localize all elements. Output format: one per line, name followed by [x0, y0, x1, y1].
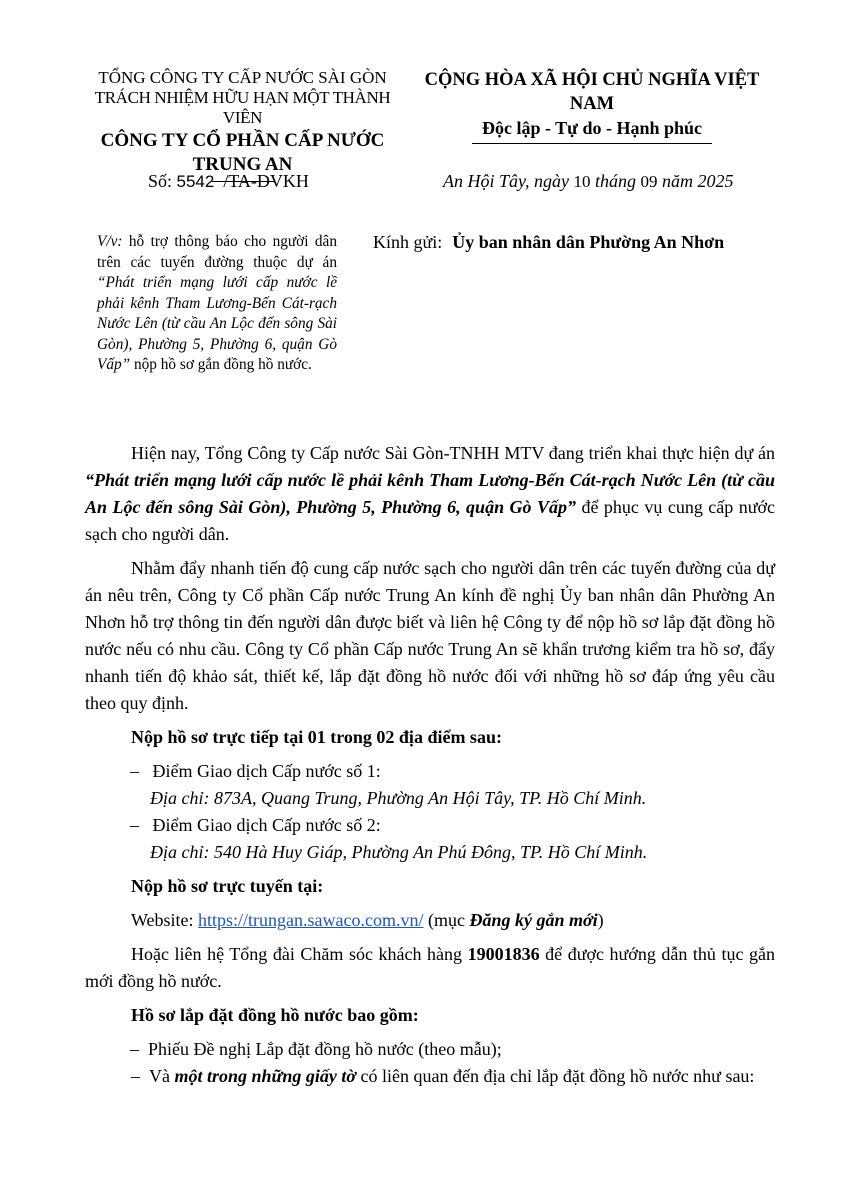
national-header: [405, 68, 779, 144]
heading-required-documents: Hồ sơ lắp đặt đồng hồ nước bao gồm:: [131, 1005, 419, 1025]
company-name-line2: TRUNG AN: [192, 154, 293, 175]
recipient-line: [373, 230, 724, 254]
list-item-doc-1: – Phiếu Đề nghị Lắp đặt đồng hồ nước (theo mẫu);: [130, 1039, 502, 1059]
website-note-close: ): [597, 910, 604, 930]
recipient-name: Ủy ban nhân dân Phường An Nhơn: [452, 232, 725, 252]
letter-body: [85, 440, 775, 1090]
location-2-name: Điểm Giao dịch Cấp nước số 2:: [152, 815, 381, 835]
intro-purpose: để phục vụ cung cấp nước sạch cho người dân.: [85, 497, 775, 544]
website-note-open: (mục: [428, 910, 465, 930]
paragraph-hotline: [85, 941, 775, 995]
doc-number-suffix: /TA-DVKH: [223, 171, 309, 191]
intro-text: Hiện nay, Tổng Công ty Cấp nước Sài Gòn-TNHH MTV đang triển khai thực hiện dự án: [131, 443, 775, 463]
location-2-address: Địa chỉ: 540 Hà Huy Giáp, Phường An Phú Đông, TP. Hồ Chí Minh.: [150, 842, 648, 862]
parent-company-type: TRÁCH NHIỆM HỮU HẠN MỘT THÀNH VIÊN: [94, 88, 391, 127]
date-month: 09: [640, 172, 658, 191]
date-place: An Hội Tây, ngày: [443, 171, 569, 191]
doc-number-prefix: Số:: [148, 171, 173, 191]
paragraph-intro: [85, 440, 775, 548]
issuer-block: [80, 68, 405, 182]
subject-block: [97, 232, 337, 376]
subject-text-1: hỗ trợ thông báo cho người dân trên các tuyến đường thuộc dự án: [97, 233, 337, 271]
website-link[interactable]: https://trungan.sawaco.com.vn/: [198, 910, 424, 930]
hotline-text: Hoặc liên hệ Tổng đài Chăm sóc khách hàng: [131, 944, 463, 964]
motto-underline: [472, 143, 712, 144]
date-day: 10: [573, 172, 591, 191]
subject-project: “Phát triển mạng lưới cấp nước lề phải kênh Tham Lương-Bến Cát-rạch Nước Lên (từ cầu An Lộc đến sông Sài Gòn), Phường 5, Phường 6, quận Gò Vấp”: [97, 274, 337, 373]
list-item-location-1: – Điểm Giao dịch Cấp nước số 1:: [130, 761, 381, 781]
hotline-number: 19001836: [467, 944, 540, 964]
list-item-doc-2: – Và một trong những giấy tờ có liên quan đến địa chỉ lắp đặt đồng hồ nước như sau:: [131, 1066, 755, 1086]
doc-2-text-a: Và: [149, 1066, 170, 1086]
location-1-address: Địa chỉ: 873A, Quang Trung, Phường An Hội Tây, TP. Hồ Chí Minh.: [150, 788, 647, 808]
doc-number-value: 5542: [176, 172, 215, 191]
website-line: [85, 907, 775, 934]
website-label: Website:: [131, 910, 194, 930]
document-date: [443, 169, 734, 194]
date-month-label: tháng: [595, 171, 637, 191]
country-name: CỘNG HÒA XÃ HỘI CHỦ NGHĨA VIỆT NAM: [424, 70, 760, 114]
doc-2-text-c: có liên quan đến địa chỉ lắp đặt đồng hồ nước như sau:: [360, 1066, 755, 1086]
paragraph-request: Nhằm đẩy nhanh tiến độ cung cấp nước sạch cho người dân trên các tuyến đường của dự án nêu trên, Công ty Cổ phần Cấp nước Trung An kính đề nghị Ủy ban nhân dân Phường An Nhơn hỗ trợ thông tin đến người dân được biết và liên hệ Công ty để nộp hồ sơ lắp đặt đồng hồ nước nếu có nhu cầu. Công ty Cổ phần Cấp nước Trung An sẽ khẩn trương kiểm tra hồ sơ, đẩy nhanh tiến độ khảo sát, thiết kế, lắp đặt đồng hồ nước đối với những hồ sơ đáp ứng yêu cầu theo quy định.: [85, 558, 775, 713]
subject-text-2: nộp hồ sơ gắn đồng hồ nước.: [133, 356, 312, 373]
intro-project-name: “Phát triển mạng lưới cấp nước lề phải kênh Tham Lương-Bến Cát-rạch Nước Lên (từ cầu An Lộc đến sông Sài Gòn), Phường 5, Phường 6, quận Gò Vấp”: [85, 470, 775, 517]
subject-label: V/v:: [97, 233, 123, 250]
document-number: [148, 169, 309, 194]
doc-1-text: Phiếu Đề nghị Lắp đặt đồng hồ nước (theo mẫu);: [148, 1039, 502, 1059]
national-motto: Độc lập - Tự do - Hạnh phúc: [481, 118, 703, 138]
recipient-label: Kính gửi:: [373, 232, 443, 252]
parent-company-name: TỔNG CÔNG TY CẤP NƯỚC SÀI GÒN: [98, 68, 387, 87]
heading-direct-submission: Nộp hồ sơ trực tiếp tại 01 trong 02 địa điểm sau:: [131, 727, 502, 747]
hotline-text-2: để được hướng dẫn thủ tục gắn mới đồng hồ nước.: [85, 944, 776, 991]
company-name-line1: CÔNG TY CỔ PHẦN CẤP NƯỚC: [100, 130, 385, 151]
heading-online-submission: Nộp hồ sơ trực tuyến tại:: [131, 876, 324, 896]
list-item-location-2: – Điểm Giao dịch Cấp nước số 2:: [130, 815, 381, 835]
doc-2-emphasis: một trong những giấy tờ: [174, 1066, 356, 1086]
location-1-name: Điểm Giao dịch Cấp nước số 1:: [152, 761, 381, 781]
date-year: năm 2025: [662, 171, 734, 191]
website-note-section: Đăng ký gắn mới: [469, 910, 598, 930]
